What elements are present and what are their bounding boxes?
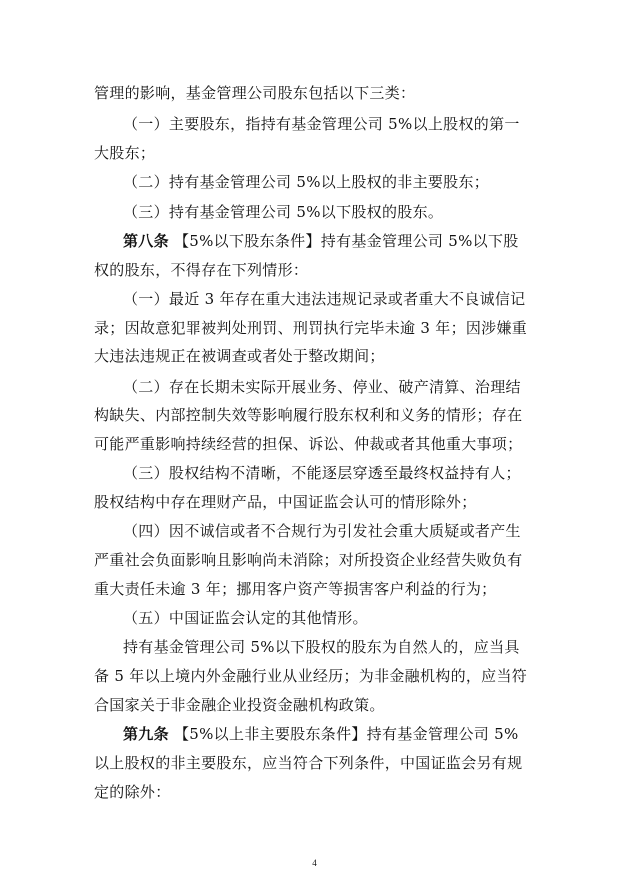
- page-number: 4: [312, 858, 317, 868]
- paragraph-line: （五）中国证监会认定的其他情形。: [123, 609, 368, 627]
- paragraph-line: 股权结构中存在理财产品，中国证监会认可的情形除外；: [94, 493, 477, 511]
- paragraph-line: （四）因不诚信或者不合规行为引发社会重大质疑或者产生: [123, 522, 521, 540]
- paragraph-line: 大股东；: [94, 144, 156, 162]
- article-heading: 第九条: [123, 725, 169, 743]
- paragraph-line: 备 5 年以上境内外金融行业从业经历；为非金融机构的，应当符: [94, 667, 528, 685]
- paragraph-line: 合国家关于非金融企业投资金融机构政策。: [94, 696, 385, 714]
- paragraph-line: 重大责任未逾 3 年；挪用客户资产等损害客户利益的行为；: [94, 580, 497, 598]
- article-line: [123, 232, 567, 250]
- paragraph-line: （二）持有基金管理公司 5%以上股权的非主要股东；: [123, 173, 490, 191]
- article-heading: 第八条: [123, 232, 169, 250]
- paragraph-line: （一）最近 3 年存在重大违法违规记录或者重大不良诚信记: [123, 290, 526, 308]
- article-text: 【5%以上非主要股东条件】持有基金管理公司 5%: [173, 725, 519, 743]
- paragraph-line: 定的除外：: [94, 783, 171, 801]
- paragraph-line: （三）持有基金管理公司 5%以下股权的股东。: [123, 203, 444, 221]
- paragraph-line: 以上股权的非主要股东，应当符合下列条件，中国证监会另有规: [94, 754, 523, 772]
- article-line: [123, 725, 567, 743]
- paragraph-line: 录；因故意犯罪被判处刑罚、刑罚执行完毕未逾 3 年；因涉嫌重: [94, 319, 528, 337]
- paragraph-line: 构缺失、内部控制失效等影响履行股东权利和义务的情形；存在: [94, 406, 523, 424]
- paragraph-line: 管理的影响，基金管理公司股东包括以下三类：: [94, 84, 416, 102]
- paragraph-line: 大违法违规正在被调查或者处于整改期间；: [94, 347, 385, 365]
- paragraph-line: 持有基金管理公司 5%以下股权的股东为自然人的，应当具: [123, 638, 520, 656]
- paragraph-line: （一）主要股东，指持有基金管理公司 5%以上股权的第一: [123, 115, 520, 133]
- paragraph-line: 权的股东，不得存在下列情形：: [94, 261, 309, 279]
- paragraph-line: 严重社会负面影响且影响尚未消除；对所投资企业经营失败负有: [94, 551, 523, 569]
- paragraph-line: （二）存在长期未实际开展业务、停业、破产清算、治理结: [123, 378, 521, 396]
- paragraph-line: （三）股权结构不清晰，不能逐层穿透至最终权益持有人；: [123, 464, 521, 482]
- article-text: 【5%以下股东条件】持有基金管理公司 5%以下股: [173, 232, 519, 250]
- paragraph-line: 可能严重影响持续经营的担保、诉讼、仲裁或者其他重大事项；: [94, 435, 523, 453]
